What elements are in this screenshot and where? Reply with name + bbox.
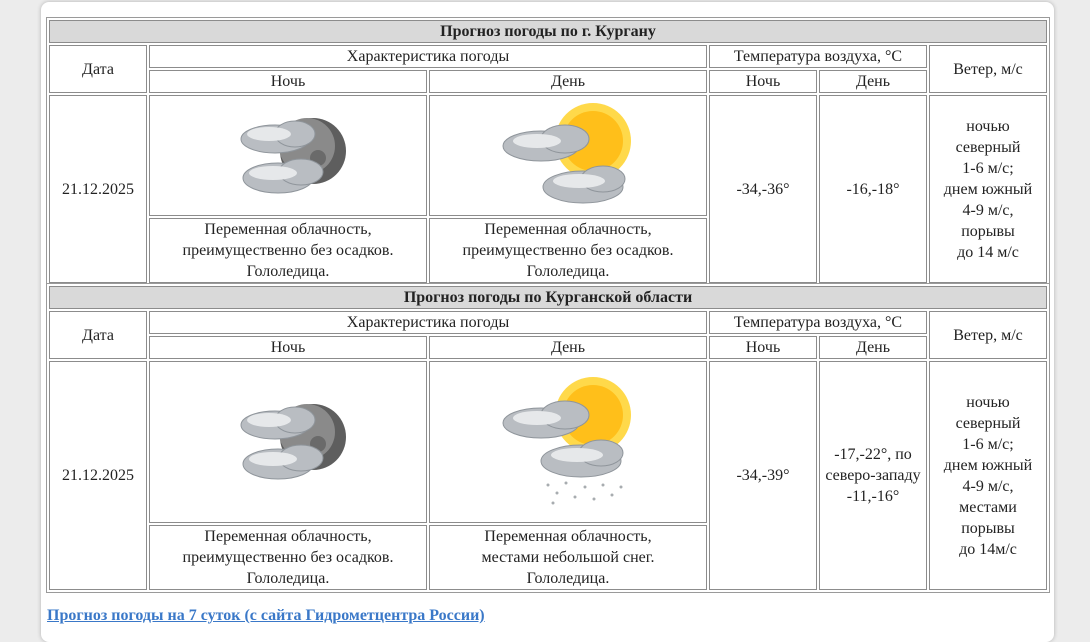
weather-char-header: Характеристика погоды: [149, 45, 707, 68]
wind-line: 1-6 м/с;: [962, 435, 1014, 453]
cloud-sun-icon: [493, 101, 643, 211]
wind-header: Ветер, м/с: [929, 45, 1047, 93]
cloud-moon-icon: [223, 106, 353, 206]
temperature-header: Температура воздуха, °С: [709, 311, 927, 334]
date-header: Дата: [49, 311, 147, 359]
night-header: Ночь: [149, 70, 427, 93]
wind-line: до 14м/с: [959, 540, 1017, 558]
temperature-header: Температура воздуха, °С: [709, 45, 927, 68]
wind-line: днем южный: [943, 456, 1033, 474]
wind-line: ночью: [966, 393, 1010, 411]
wind-line: 4-9 м/с,: [962, 477, 1014, 495]
description-line: преимущественно без осадков.: [462, 242, 674, 259]
city-table-title: Прогноз погоды по г. Кургану: [49, 20, 1047, 43]
day-header: День: [429, 336, 707, 359]
region-forecast-table: [46, 283, 1050, 593]
temp-day-header: День: [819, 336, 927, 359]
description-line: Гололедица.: [526, 263, 610, 280]
city-forecast-table: [46, 17, 1050, 286]
temp-night-header: Ночь: [709, 336, 817, 359]
seven-day-forecast-link[interactable]: Прогноз погоды на 7 суток (с сайта Гидрометцентра России): [47, 607, 485, 624]
day-weather-image-cell: [429, 95, 707, 216]
wind-line: 4-9 м/с,: [962, 201, 1014, 219]
description-line: местами небольшой снег.: [481, 549, 655, 566]
temp-night-header: Ночь: [709, 70, 817, 93]
wind-value: [929, 361, 1047, 590]
day-weather-image-cell: [429, 361, 707, 523]
day-header: День: [429, 70, 707, 93]
temp-day-value: -16,-18°: [819, 95, 927, 283]
night-weather-description: [149, 525, 427, 590]
description-line: Переменная облачность,: [484, 528, 652, 545]
wind-header: Ветер, м/с: [929, 311, 1047, 359]
temp-day-line: -11,-16°: [846, 488, 900, 505]
wind-line: северный: [955, 138, 1021, 156]
description-line: Гололедица.: [246, 570, 330, 587]
day-weather-description: [429, 218, 707, 283]
night-header: Ночь: [149, 336, 427, 359]
forecast-date: 21.12.2025: [49, 95, 147, 283]
temp-night-value: -34,-39°: [709, 361, 817, 590]
wind-line: до 14 м/с: [957, 243, 1019, 261]
cloud-sun-snow-icon: [493, 375, 643, 510]
night-weather-image-cell: [149, 95, 427, 216]
wind-line: порывы: [961, 519, 1015, 537]
description-line: Переменная облачность,: [204, 221, 372, 238]
night-weather-image-cell: [149, 361, 427, 523]
wind-line: местами: [959, 498, 1017, 516]
wind-line: 1-6 м/с;: [962, 159, 1014, 177]
wind-line: северный: [955, 414, 1021, 432]
weather-char-header: Характеристика погоды: [149, 311, 707, 334]
description-line: преимущественно без осадков.: [182, 242, 394, 259]
description-line: Гололедица.: [526, 570, 610, 587]
description-line: Гололедица.: [246, 263, 330, 280]
temp-day-value: [819, 361, 927, 590]
description-line: Переменная облачность,: [484, 221, 652, 238]
description-line: Переменная облачность,: [204, 528, 372, 545]
cloud-moon-icon: [223, 392, 353, 492]
region-table-title: Прогноз погоды по Курганской области: [49, 286, 1047, 309]
wind-line: порывы: [961, 222, 1015, 240]
description-line: преимущественно без осадков.: [182, 549, 394, 566]
wind-value: [929, 95, 1047, 283]
forecast-date: 21.12.2025: [49, 361, 147, 590]
wind-line: ночью: [966, 117, 1010, 135]
day-weather-description: [429, 525, 707, 590]
temp-night-value: -34,-36°: [709, 95, 817, 283]
temp-day-line: -17,-22°, по: [834, 446, 912, 463]
night-weather-description: [149, 218, 427, 283]
temp-day-line: северо-западу: [825, 467, 921, 484]
temp-day-header: День: [819, 70, 927, 93]
date-header: Дата: [49, 45, 147, 93]
wind-line: днем южный: [943, 180, 1033, 198]
